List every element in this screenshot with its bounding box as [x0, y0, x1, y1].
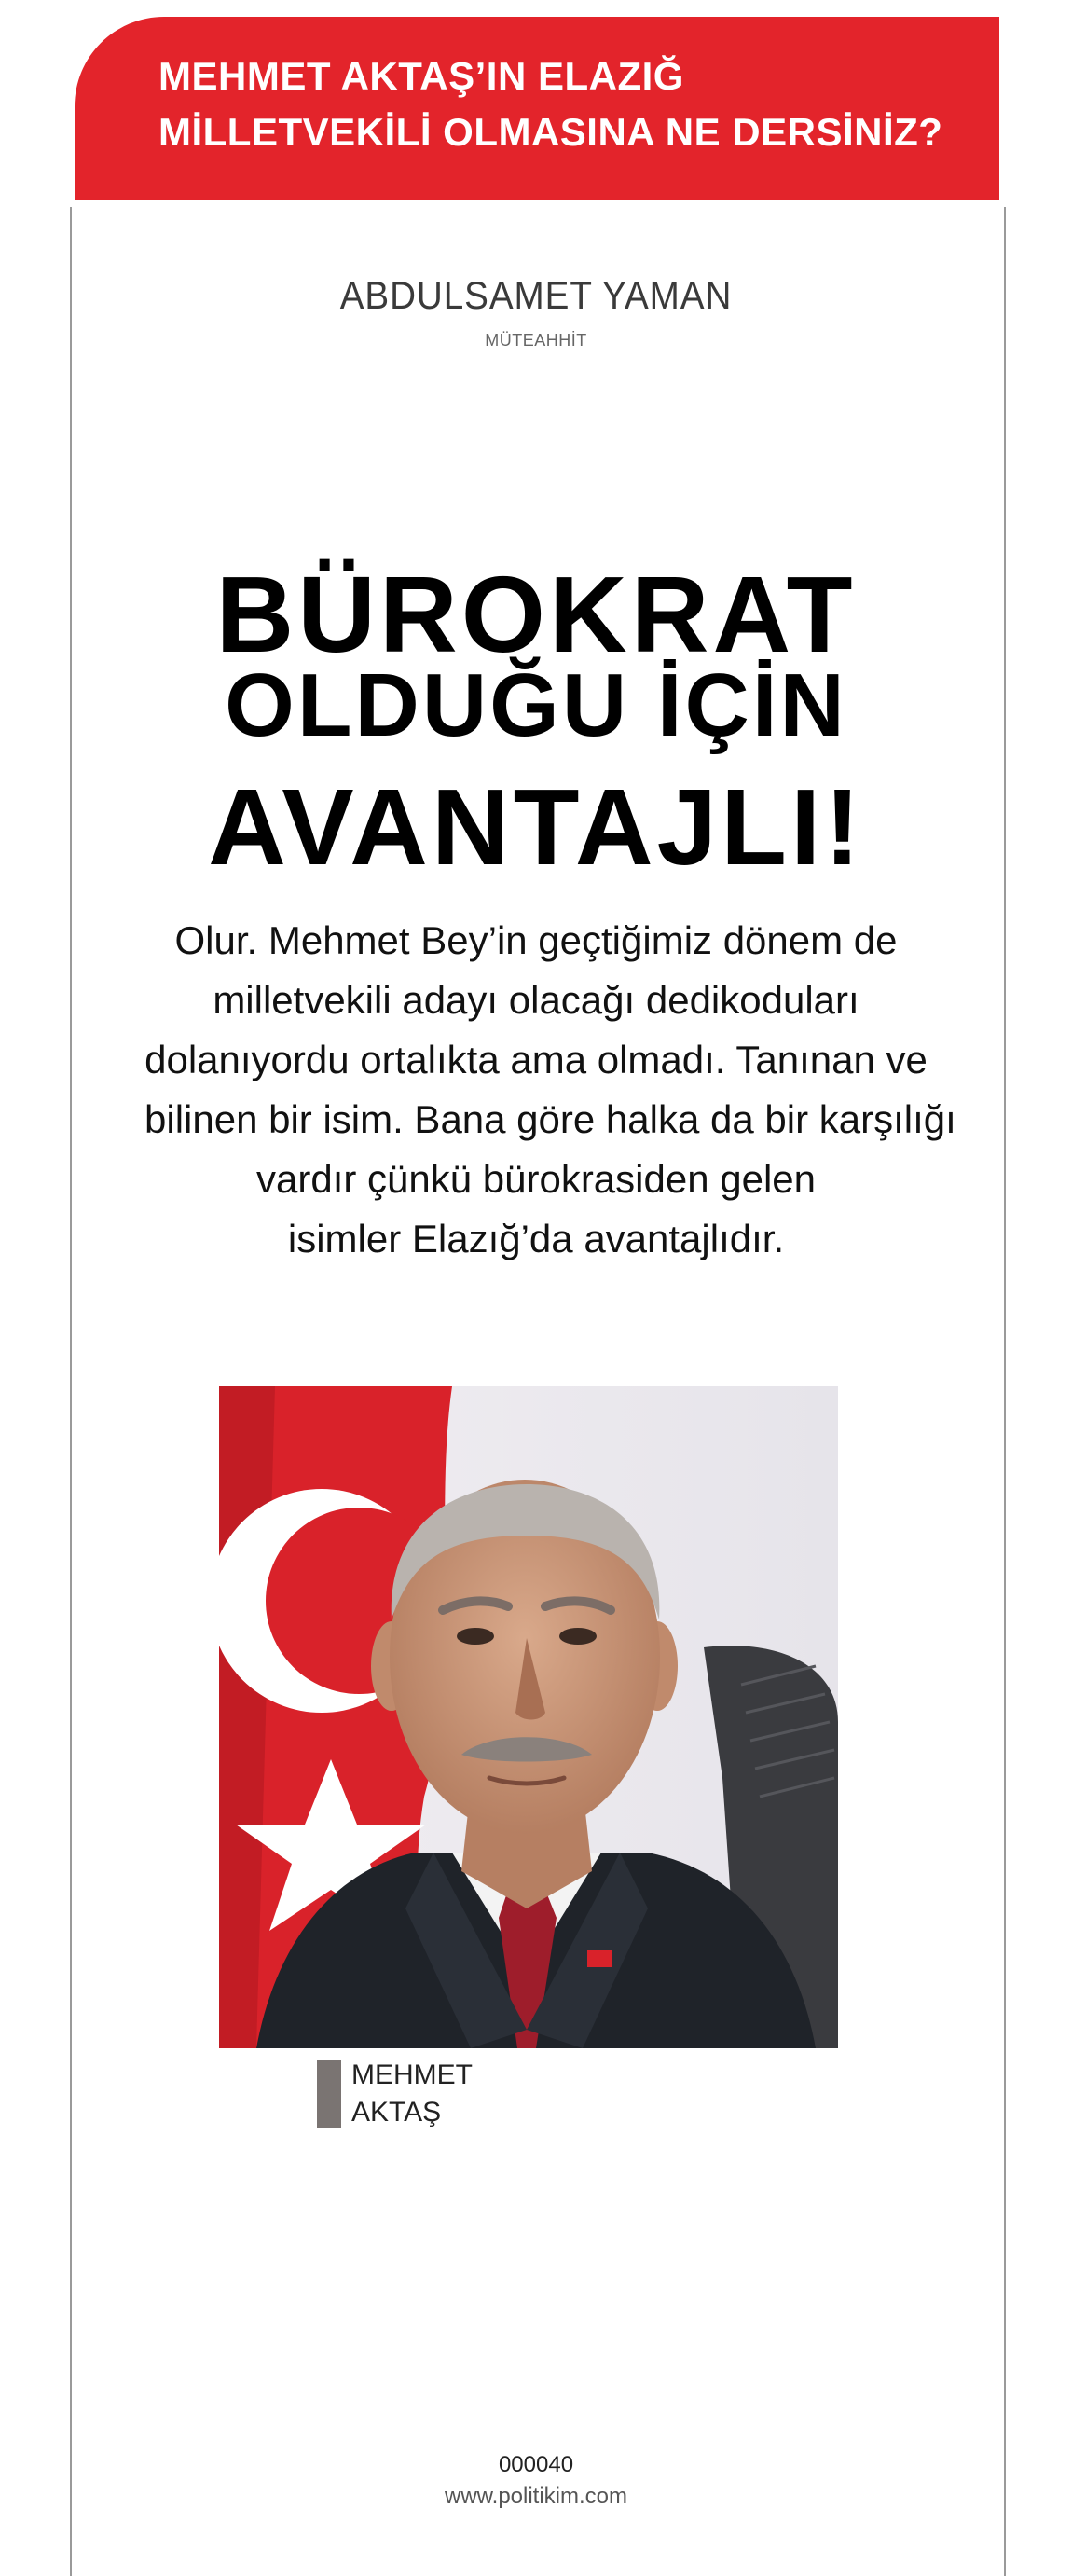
header-title-line-1: MEHMET AKTAŞ’IN ELAZIĞ	[158, 54, 684, 98]
caption-line-2: AKTAŞ	[351, 2097, 442, 2128]
caption-accent-bar	[317, 2060, 341, 2128]
body-line: Olur. Mehmet Bey’in geçtiğimiz dönem de	[174, 918, 898, 962]
author-title: MÜTEAHHİT	[485, 331, 587, 350]
body-line: milletvekili adayı olacağı dedikoduları	[213, 978, 859, 1022]
headline-line-1: BÜROKRAT	[215, 554, 857, 675]
footer-code: 000040	[498, 2452, 574, 2477]
body-line: dolanıyordu ortalıkta ama olmadı. Tanınan ve	[144, 1038, 928, 1081]
body-paragraph	[144, 911, 956, 1269]
header-title-line-2: MİLLETVEKİLİ OLMASINA NE DERSİNİZ?	[158, 110, 943, 154]
footer-url: www.politikim.com	[444, 2484, 628, 2509]
headline-line-2: OLDUĞU İÇİN	[225, 655, 847, 755]
author-name: ABDULSAMET YAMAN	[339, 273, 733, 317]
body-line: isimler Elazığ’da avantajlıdır.	[287, 1217, 785, 1260]
body-line: vardır çünkü bürokrasiden gelen	[255, 1157, 817, 1201]
body-line: bilinen bir isim. Bana göre halka da bir karşılığı	[144, 1097, 956, 1141]
header-banner	[75, 17, 999, 200]
headline-line-3: AVANTAJLI!	[208, 766, 864, 888]
caption-line-1: MEHMET	[351, 2059, 473, 2090]
portrait-photo	[219, 1386, 838, 2048]
photo-caption	[351, 2057, 473, 2131]
portrait-illustration	[219, 1386, 838, 2048]
